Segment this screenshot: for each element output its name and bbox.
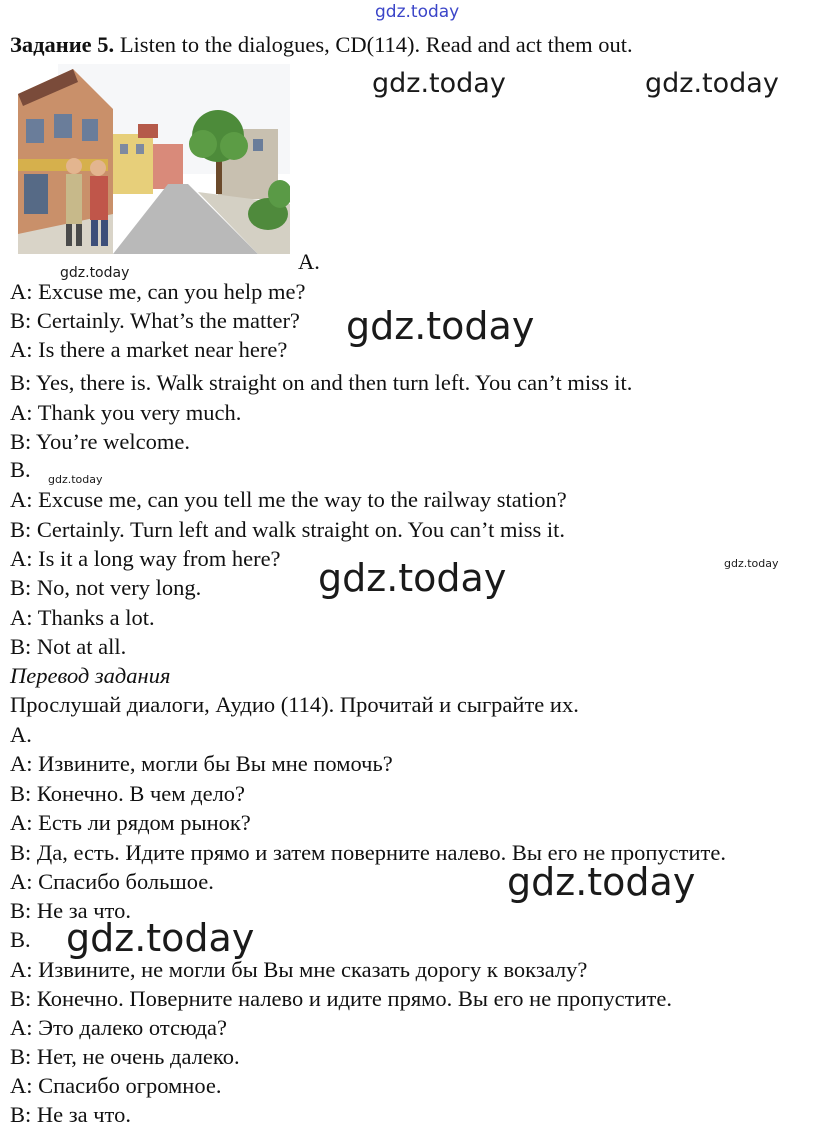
dialogue-line: B: Certainly. What’s the matter?	[10, 308, 300, 333]
dialogue-line: A: Is there a market near here?	[10, 337, 288, 362]
dialogue-line: A: Excuse me, can you tell me the way to the railway station?	[10, 487, 567, 512]
dialogue-line: B: Not at all.	[10, 634, 127, 659]
dialogue-line: B: No, not very long.	[10, 575, 202, 600]
ru-dialogue-line: B: Нет, не очень далеко.	[10, 1044, 240, 1069]
ru-dialogue-line: B: Да, есть. Идите прямо и затем поверните налево. Вы его не пропустите.	[10, 840, 726, 865]
watermark-top: gdz.today	[375, 2, 460, 22]
watermark-small: gdz.today	[724, 557, 779, 570]
ru-dialogue-line: A: Спасибо большое.	[10, 869, 214, 894]
dialogue-line: B: You’re welcome.	[10, 429, 190, 454]
ru-dialogue-line: A: Спасибо огромное.	[10, 1073, 222, 1098]
dialogue-line: A: Excuse me, can you help me?	[10, 279, 306, 304]
ru-dialogue-line: A: Есть ли рядом рынок?	[10, 810, 251, 835]
watermark-small: gdz.today	[48, 473, 103, 486]
watermark: gdz.today	[372, 68, 506, 99]
dialogue-line: A: Thank you very much.	[10, 400, 242, 425]
dialogue-line: A: Thanks a lot.	[10, 605, 155, 630]
ru-dialogue-line: B: Не за что.	[10, 898, 131, 923]
ru-dialogue-line: A: Извините, не могли бы Вы мне сказать дорогу к вокзалу?	[10, 957, 588, 982]
watermark-large: gdz.today	[346, 304, 535, 348]
ru-dialogue-line: B: Конечно. В чем дело?	[10, 781, 246, 806]
dialogue-b-label: B.	[10, 457, 31, 482]
translation-intro: Прослушай диалоги, Аудио (114). Прочитай и сыграйте их.	[10, 692, 579, 717]
ru-dialogue-b-label: B.	[10, 927, 31, 952]
task-instruction: Listen to the dialogues, CD(114). Read and act them out.	[114, 32, 633, 57]
watermark-large: gdz.today	[318, 556, 507, 600]
dialogue-line: A: Is it a long way from here?	[10, 546, 281, 571]
task-title	[10, 31, 633, 59]
dialogue-line: B: Certainly. Turn left and walk straight on. You can’t miss it.	[10, 517, 565, 542]
task-number: Задание 5.	[10, 32, 115, 57]
street-illustration	[18, 64, 290, 254]
watermark-small: gdz.today	[60, 265, 130, 281]
dialogue-line: B: Yes, there is. Walk straight on and then turn left. You can’t miss it.	[10, 370, 633, 395]
ru-dialogue-line: B: Конечно. Поверните налево и идите прямо. Вы его не пропустите.	[10, 986, 672, 1011]
watermark-large: gdz.today	[507, 860, 696, 904]
watermark-large: gdz.today	[66, 916, 255, 960]
translation-heading: Перевод задания	[10, 663, 171, 688]
ru-dialogue-a-label: A.	[10, 722, 32, 747]
watermark: gdz.today	[645, 68, 779, 99]
ru-dialogue-line: A: Это далеко отсюда?	[10, 1015, 228, 1040]
ru-dialogue-line: A: Извините, могли бы Вы мне помочь?	[10, 751, 393, 776]
ru-dialogue-line: B: Не за что.	[10, 1102, 131, 1127]
dialogue-a-label: A.	[298, 249, 320, 274]
